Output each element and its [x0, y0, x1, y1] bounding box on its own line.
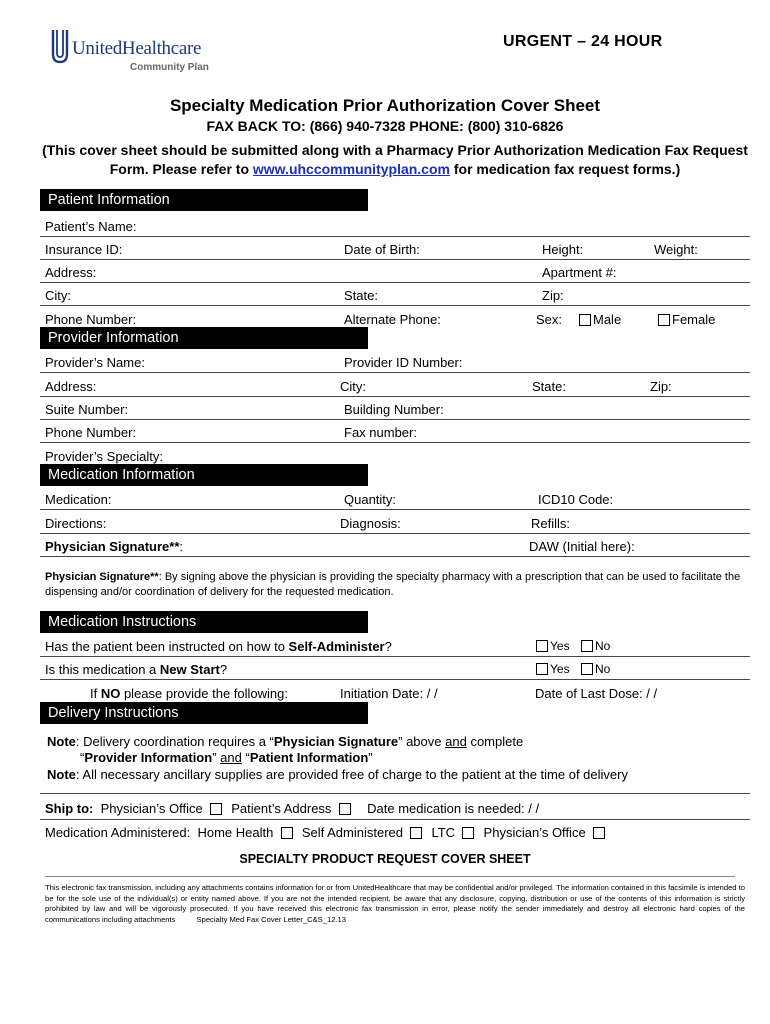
- administered-row: Medication Administered: Home Health Self Administered LTC Physician’s Office: [45, 825, 607, 840]
- provider-state-label: State:: [532, 379, 566, 394]
- male-checkbox[interactable]: [579, 314, 591, 326]
- building-label: Building Number:: [344, 402, 444, 417]
- sex-female-option[interactable]: Female: [658, 312, 715, 327]
- delivery-note-1: Note: Delivery coordination requires a “Physician Signature” above and complete: [47, 734, 524, 749]
- patient-state-label: State:: [344, 288, 378, 303]
- insurance-id-label: Insurance ID:: [45, 242, 123, 257]
- self-admin-no-option[interactable]: No: [581, 639, 610, 653]
- provider-address-label: Address:: [45, 379, 97, 394]
- ship-to-line: [40, 819, 750, 820]
- refills-label: Refills:: [531, 516, 571, 531]
- suite-line[interactable]: [40, 419, 750, 420]
- provider-city-label: City:: [340, 379, 366, 394]
- signature-note: Physician Signature**: By signing above the physician is providing the specialty pharmacy with a prescription that can be used to facilitate the dispensing and/or coordination of delivery for the requested medication.: [45, 571, 741, 598]
- alt-phone-label: Alternate Phone:: [344, 312, 441, 327]
- daw-label: DAW (Initial here):: [529, 539, 635, 554]
- provider-fax-label: Fax number:: [344, 425, 417, 440]
- provider-name-line[interactable]: [40, 372, 750, 373]
- delivery-note-2: Note: All necessary ancillary supplies are provided free of charge to the patient at the time of delivery: [47, 767, 628, 782]
- patient-city-line[interactable]: [40, 305, 750, 306]
- provider-phone-line[interactable]: [40, 442, 750, 443]
- provider-zip-label: Zip:: [650, 379, 672, 394]
- logo-subtitle: Community Plan: [130, 62, 209, 73]
- doc-id: Specialty Med Fax Cover Letter_C&S_12.13: [196, 914, 346, 924]
- provider-section-header: Provider Information: [40, 327, 368, 349]
- page-title: Specialty Medication Prior Authorization Cover Sheet: [169, 96, 601, 115]
- icd10-label: ICD10 Code:: [538, 492, 614, 507]
- patient-name-line[interactable]: [40, 236, 750, 237]
- provider-phone-label: Phone Number:: [45, 425, 137, 440]
- new-start-no-option[interactable]: No: [581, 662, 610, 676]
- self-administer-line: [40, 656, 750, 657]
- if-no-label: If NO please provide the following:: [90, 686, 289, 701]
- medication-label: Medication:: [45, 492, 112, 507]
- patient-zip-label: Zip:: [542, 288, 564, 303]
- sex-male-option[interactable]: Male: [579, 312, 621, 327]
- delivery-note-1-cont: “Provider Information” and “Patient Information”: [80, 750, 373, 765]
- self-admin-no-checkbox[interactable]: [581, 640, 593, 652]
- patient-address-line[interactable]: [40, 282, 750, 283]
- fax-phone-line: FAX BACK TO: (866) 940-7328 PHONE: (800) 310-6826: [206, 118, 564, 134]
- initiation-date-label: Initiation Date: / /: [340, 686, 438, 701]
- diagnosis-label: Diagnosis:: [340, 516, 401, 531]
- delivery-section-header: Delivery Instructions: [40, 702, 368, 724]
- provider-name-label: Provider’s Name:: [45, 355, 145, 370]
- directions-line[interactable]: [40, 533, 750, 534]
- delivery-divider: [40, 793, 750, 794]
- apartment-label: Apartment #:: [542, 265, 617, 280]
- directions-label: Directions:: [45, 516, 107, 531]
- new-start-line: [40, 679, 750, 680]
- new-start-yes-checkbox[interactable]: [536, 663, 548, 675]
- urgent-label: URGENT – 24 HOUR: [503, 33, 663, 50]
- last-dose-label: Date of Last Dose: / /: [535, 686, 658, 701]
- instructions-section-header: Medication Instructions: [40, 611, 368, 633]
- self-administered-checkbox[interactable]: [410, 827, 422, 839]
- home-health-checkbox[interactable]: [281, 827, 293, 839]
- footer-title: SPECIALTY PRODUCT REQUEST COVER SHEET: [239, 852, 531, 866]
- female-checkbox[interactable]: [658, 314, 670, 326]
- new-start-question: Is this medication a New Start?: [45, 662, 228, 677]
- insurance-line[interactable]: [40, 259, 750, 260]
- ship-patient-address-checkbox[interactable]: [339, 803, 351, 815]
- submission-note: (This cover sheet should be submitted along with a Pharmacy Prior Authorization Medication Fax Request Form. Please refer to www.uhccommunityplan.com for medication fax request forms.): [42, 142, 748, 177]
- sex-label: Sex:: [536, 312, 563, 327]
- medication-section-header: Medication Information: [40, 464, 368, 486]
- provider-id-label: Provider ID Number:: [344, 355, 463, 370]
- patient-name-label: Patient’s Name:: [45, 219, 137, 234]
- uhc-shield-icon: [50, 28, 70, 64]
- footer-divider: [45, 876, 735, 877]
- patient-phone-label: Phone Number:: [45, 312, 137, 327]
- height-label: Height:: [542, 242, 584, 257]
- provider-address-line[interactable]: [40, 396, 750, 397]
- self-administer-question: Has the patient been instructed on how to Self-Administer?: [45, 639, 392, 654]
- admin-physician-office-checkbox[interactable]: [593, 827, 605, 839]
- new-start-yes-option[interactable]: Yes: [536, 662, 570, 676]
- community-plan-link[interactable]: www.uhccommunityplan.com: [252, 161, 450, 177]
- provider-specialty-label: Provider’s Specialty:: [45, 449, 164, 464]
- patient-city-label: City:: [45, 288, 71, 303]
- patient-address-label: Address:: [45, 265, 97, 280]
- self-admin-yes-checkbox[interactable]: [536, 640, 548, 652]
- suite-label: Suite Number:: [45, 402, 129, 417]
- ship-physician-office-checkbox[interactable]: [210, 803, 222, 815]
- medication-line[interactable]: [40, 509, 750, 510]
- patient-section-header: Patient Information: [40, 189, 368, 211]
- quantity-label: Quantity:: [344, 492, 397, 507]
- dob-label: Date of Birth:: [344, 242, 420, 257]
- disclaimer: This electronic fax transmission, including any attachments contains information for or from UnitedHealthcare that may be confidential and/or privileged. The information contained in this facsimile is intended to be for the sole use of the individual(s) or entity named above. If you are not the intended recipient, be aware that any disclosure, copying, distribution or use of the contents of this information is strictly prohibited by law and will be vigorously prosecuted. If you have received this electronic fax transmission in error, please notify the sender immediately and destroy all electronic hard copies of the communications including attachments Specialty Med Fax Cover Letter_C&S_12.13: [45, 883, 745, 924]
- logo-name: UnitedHealthcare: [72, 38, 202, 59]
- new-start-no-checkbox[interactable]: [581, 663, 593, 675]
- uhc-logo: [50, 26, 250, 76]
- weight-label: Weight:: [654, 242, 698, 257]
- signature-line[interactable]: [40, 556, 750, 557]
- self-admin-yes-option[interactable]: Yes: [536, 639, 570, 653]
- physician-signature-label: Physician Signature**:: [45, 539, 184, 554]
- ltc-checkbox[interactable]: [462, 827, 474, 839]
- ship-to-row: Ship to: Physician’s Office Patient’s Address Date medication is needed: / /: [45, 801, 540, 816]
